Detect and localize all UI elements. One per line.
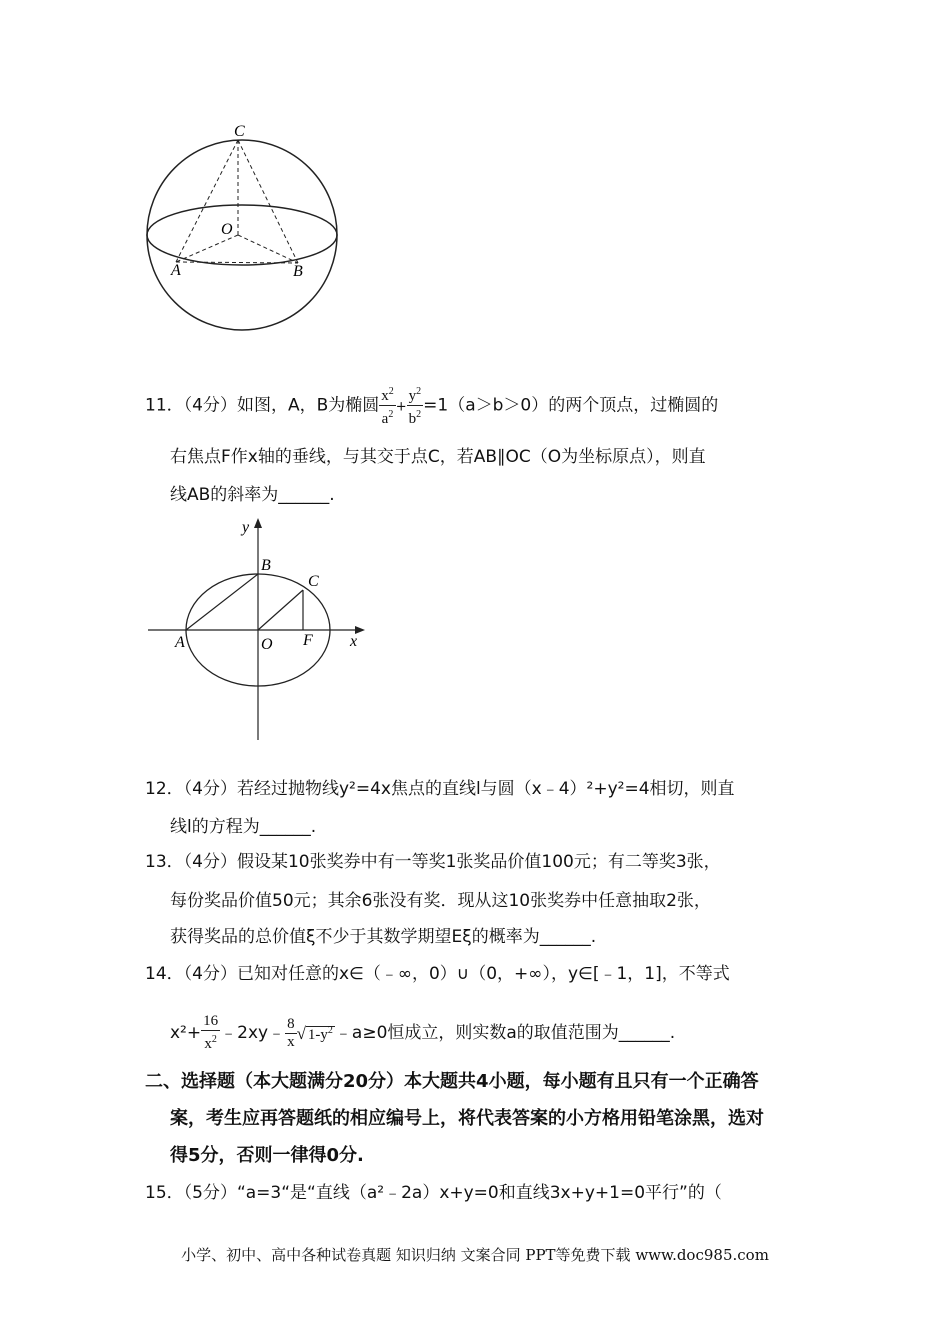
ellipse-label-b: B [261,557,271,574]
section2-line2: 案，考生应再答题纸的相应编号上，将代表答案的小方格用铅笔涂黑，选对 [170,1108,764,1129]
q14-line1: 14．（4分）已知对任意的x∈（﹣∞，0）∪（0，+∞），y∈[﹣1，1]，不等式 [145,964,730,984]
q13-line2: 每份奖品价值50元；其余6张没有奖．现从这10张奖券中任意抽取2张， [170,891,711,911]
q12-line2: 线l的方程为______. [170,817,317,837]
sphere-figure [140,120,350,350]
ellipse-label-o: O [261,636,273,653]
page-footer: 小学、初中、高中各种试卷真题 知识归纳 文案合同 PPT等免费下载 www.doc985.com [181,1246,769,1264]
q11-line1: 11．（4分）如图，A，B为椭圆 $\frac{x^2}{a^2}$ + $\frac{y^2}{b^2}$ =1（a＞b＞0）的两个顶点，过椭圆的 [145,383,718,428]
ellipse-figure [145,515,375,745]
q14-sqrt: √ $1-y^2$ [296,1024,333,1043]
sphere-label-b: B [293,263,303,280]
ellipse-label-a: A [175,634,185,651]
sphere-label-a: A [171,262,181,279]
q15-line1: 15．（5分）“a=3“是“直线（a²﹣2a）x+y=0和直线3x+y+1=0平行”的（ [145,1183,722,1203]
q14-line2: x²+ $\frac{16}{x^2}$ ﹣2xy﹣ $\frac{8}{x}$ √ $1-y^2$ ﹣a≥0恒成立，则实数a的取值范围为______. [170,1013,676,1052]
section2-line1: 二、选择题（本大题满分20分）本大题共4小题，每小题有且只有一个正确答 [145,1071,759,1092]
sphere-label-c: C [234,123,245,140]
q13-line1: 13．（4分）假设某10张奖券中有一等奖1张奖品价值100元；有二等奖3张， [145,852,721,872]
ellipse-label-x: x [350,633,358,650]
q11-line3: 线AB的斜率为______. [170,485,335,505]
ellipse-label-f: F [303,632,313,649]
section2-line3: 得5分，否则一律得0分. [170,1145,364,1166]
q11-fraction-x: $\frac{x^2}{a^2}$ [379,383,396,428]
q13-line3: 获得奖品的总价值ξ不少于其数学期望Eξ的概率为______. [170,927,597,947]
sphere-label-o: O [221,221,233,238]
ellipse-label-y: y [242,519,250,536]
q11-fraction-y: $\frac{y^2}{b^2}$ [407,383,424,428]
q11-line2: 右焦点F作x轴的垂线，与其交于点C，若AB∥OC（O为坐标原点），则直 [170,447,706,467]
q14-fraction-16: $\frac{16}{x^2}$ [203,1013,219,1052]
q12-line1: 12．（4分）若经过抛物线y²=4x焦点的直线l与圆（x﹣4）²+y²=4相切，则直 [145,779,735,799]
ellipse-label-c: C [308,573,319,590]
q14-fraction-8: $\frac{8}{x}$ [287,1015,295,1050]
